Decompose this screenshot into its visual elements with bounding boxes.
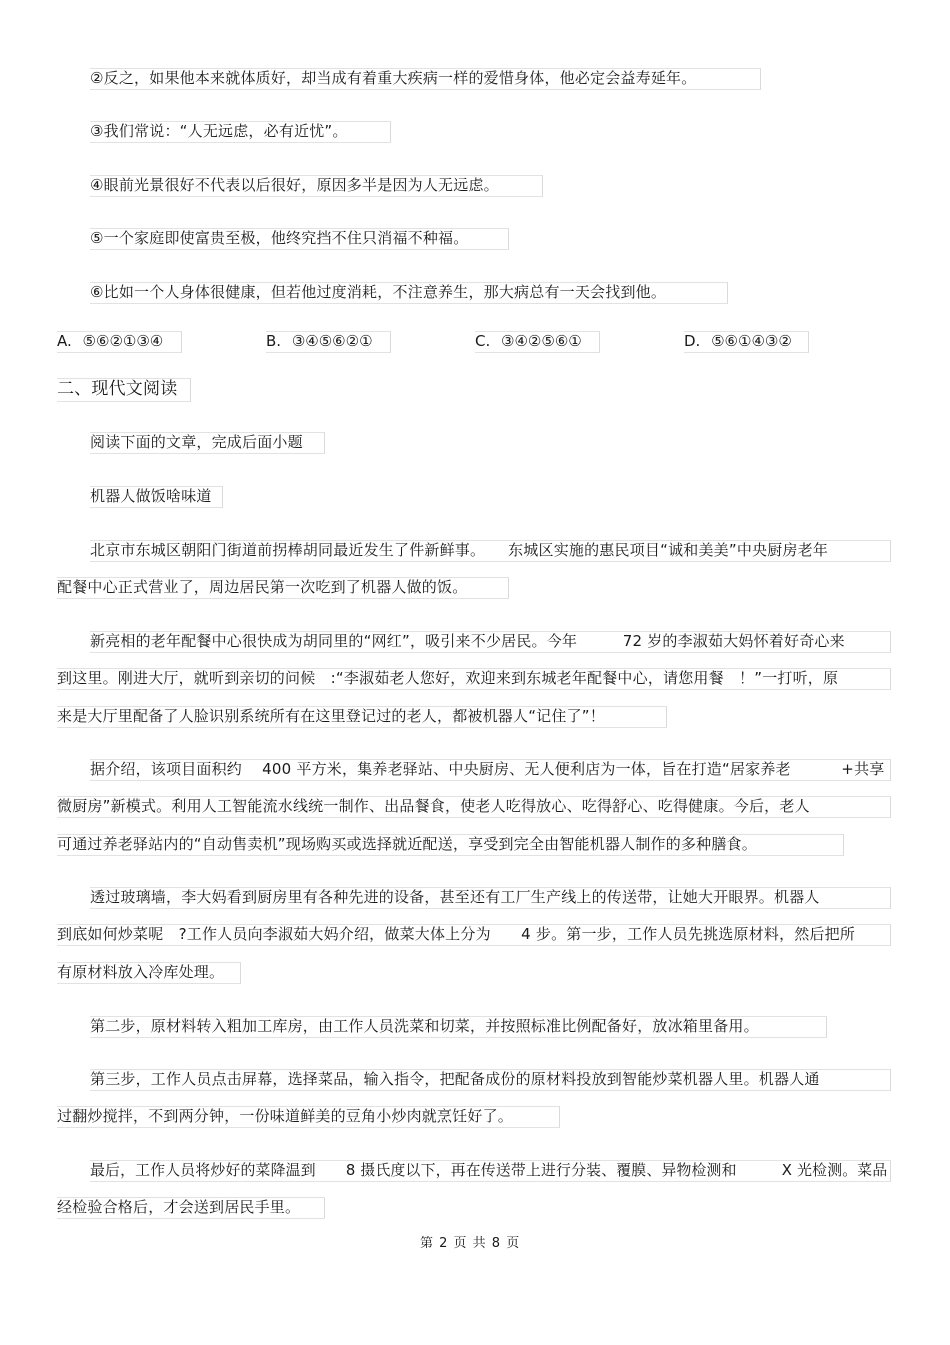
option-letter: A. — [57, 332, 72, 350]
option-c[interactable] — [475, 331, 582, 351]
paragraph-line: 到底如何炒菜呢 ?工作人员向李淑茹大妈介绍，做菜大体上分为 4 步。第一步，工作人员先挑选原材料，然后把所 — [57, 925, 856, 943]
option-text: ③④⑤⑥②① — [291, 332, 373, 350]
option-d[interactable] — [684, 331, 792, 351]
paragraph-line: 透过玻璃墙，李大妈看到厨房里有各种先进的设备，甚至还有工厂生产线上的传送带，让她大开眼界。机器人 — [90, 888, 820, 906]
section-title: 二、现代文阅读 — [57, 379, 178, 399]
paragraph-line: 第二步，原材料转入粗加工库房，由工作人员洗菜和切菜，并按照标准比例配备好，放冰箱里备用。 — [90, 1017, 759, 1035]
question-item: ③我们常说：“人无远虑，必有近忧”。 — [90, 122, 348, 140]
paragraph-line: 来是大厅里配备了人脸识别系统所有在这里登记过的老人，都被机器人“记住了”！ — [57, 707, 605, 725]
paragraph-line: 有原材料放入冷库处理。 — [57, 963, 225, 981]
paragraph-line: 可通过养老驿站内的“自动售卖机”现场购买或选择就近配送，享受到完全由智能机器人制作的多种膳食。 — [57, 835, 757, 853]
option-text: ⑤⑥②①③④ — [82, 332, 164, 350]
paragraph-line: 第三步，工作人员点击屏幕，选择菜品，输入指令，把配备成份的原材料投放到智能炒菜机器人里。机器人通 — [90, 1070, 820, 1088]
paragraph-line: 据介绍，该项目面积约 400 平方米，集养老驿站、中央厨房、无人便利店为一体，旨在打造“居家养老 +共享 — [90, 760, 885, 778]
question-item: ②反之，如果他本来就体质好，却当成有着重大疾病一样的爱惜身体，他必定会益寿延年。 — [90, 69, 697, 87]
option-letter: C. — [475, 332, 491, 350]
option-text: ③④②⑤⑥① — [501, 332, 582, 350]
paragraph-line: 到这里。刚进大厅，就听到亲切的问候 :“李淑茹老人您好，欢迎来到东城老年配餐中心，请您用餐 ！”一打听，原 — [57, 669, 839, 687]
option-letter: D. — [684, 332, 701, 350]
paragraph-line: 微厨房”新模式。利用人工智能流水线统一制作、出品餐食，使老人吃得放心、吃得舒心、吃得健康。今后，老人 — [57, 797, 810, 815]
paragraph-line: 配餐中心正式营业了，周边居民第一次吃到了机器人做的饭。 — [57, 578, 468, 596]
paragraph-line: 最后，工作人员将炒好的菜降温到 8 摄氏度以下，再在传送带上进行分装、覆膜、异物检测和 X 光检测。菜品 — [90, 1161, 888, 1179]
article-title: 机器人做饭啥味道 — [90, 487, 212, 505]
paragraph-line: 经检验合格后，才会送到居民手里。 — [57, 1198, 301, 1216]
paragraph-line: 过翻炒搅拌，不到两分钟，一份味道鲜美的豆角小炒肉就烹饪好了。 — [57, 1107, 514, 1125]
paragraph-line: 新亮相的老年配餐中心很快成为胡同里的“网红”，吸引来不少居民。今年 72 岁的李淑茹大妈怀着好奇心来 — [90, 632, 845, 650]
question-item: ④眼前光景很好不代表以后很好，原因多半是因为人无远虑。 — [90, 176, 499, 194]
option-letter: B. — [266, 332, 282, 350]
option-text: ⑤⑥①④③② — [711, 332, 792, 350]
paragraph-line: 北京市东城区朝阳门街道前拐棒胡同最近发生了件新鲜事。 东城区实施的惠民项目“诚和美美”中央厨房老年 — [90, 541, 829, 559]
question-item: ⑥比如一个人身体很健康，但若他过度消耗，不注意养生，那大病总有一天会找到他。 — [90, 283, 667, 301]
option-b[interactable] — [266, 331, 373, 351]
reading-instruction: 阅读下面的文章，完成后面小题 — [90, 433, 303, 451]
page-footer: 第 2 页 共 8 页 — [420, 1236, 521, 1251]
question-item: ⑤一个家庭即使富贵至极，他终究挡不住只消福不种福。 — [90, 229, 469, 247]
option-a[interactable] — [57, 331, 163, 351]
